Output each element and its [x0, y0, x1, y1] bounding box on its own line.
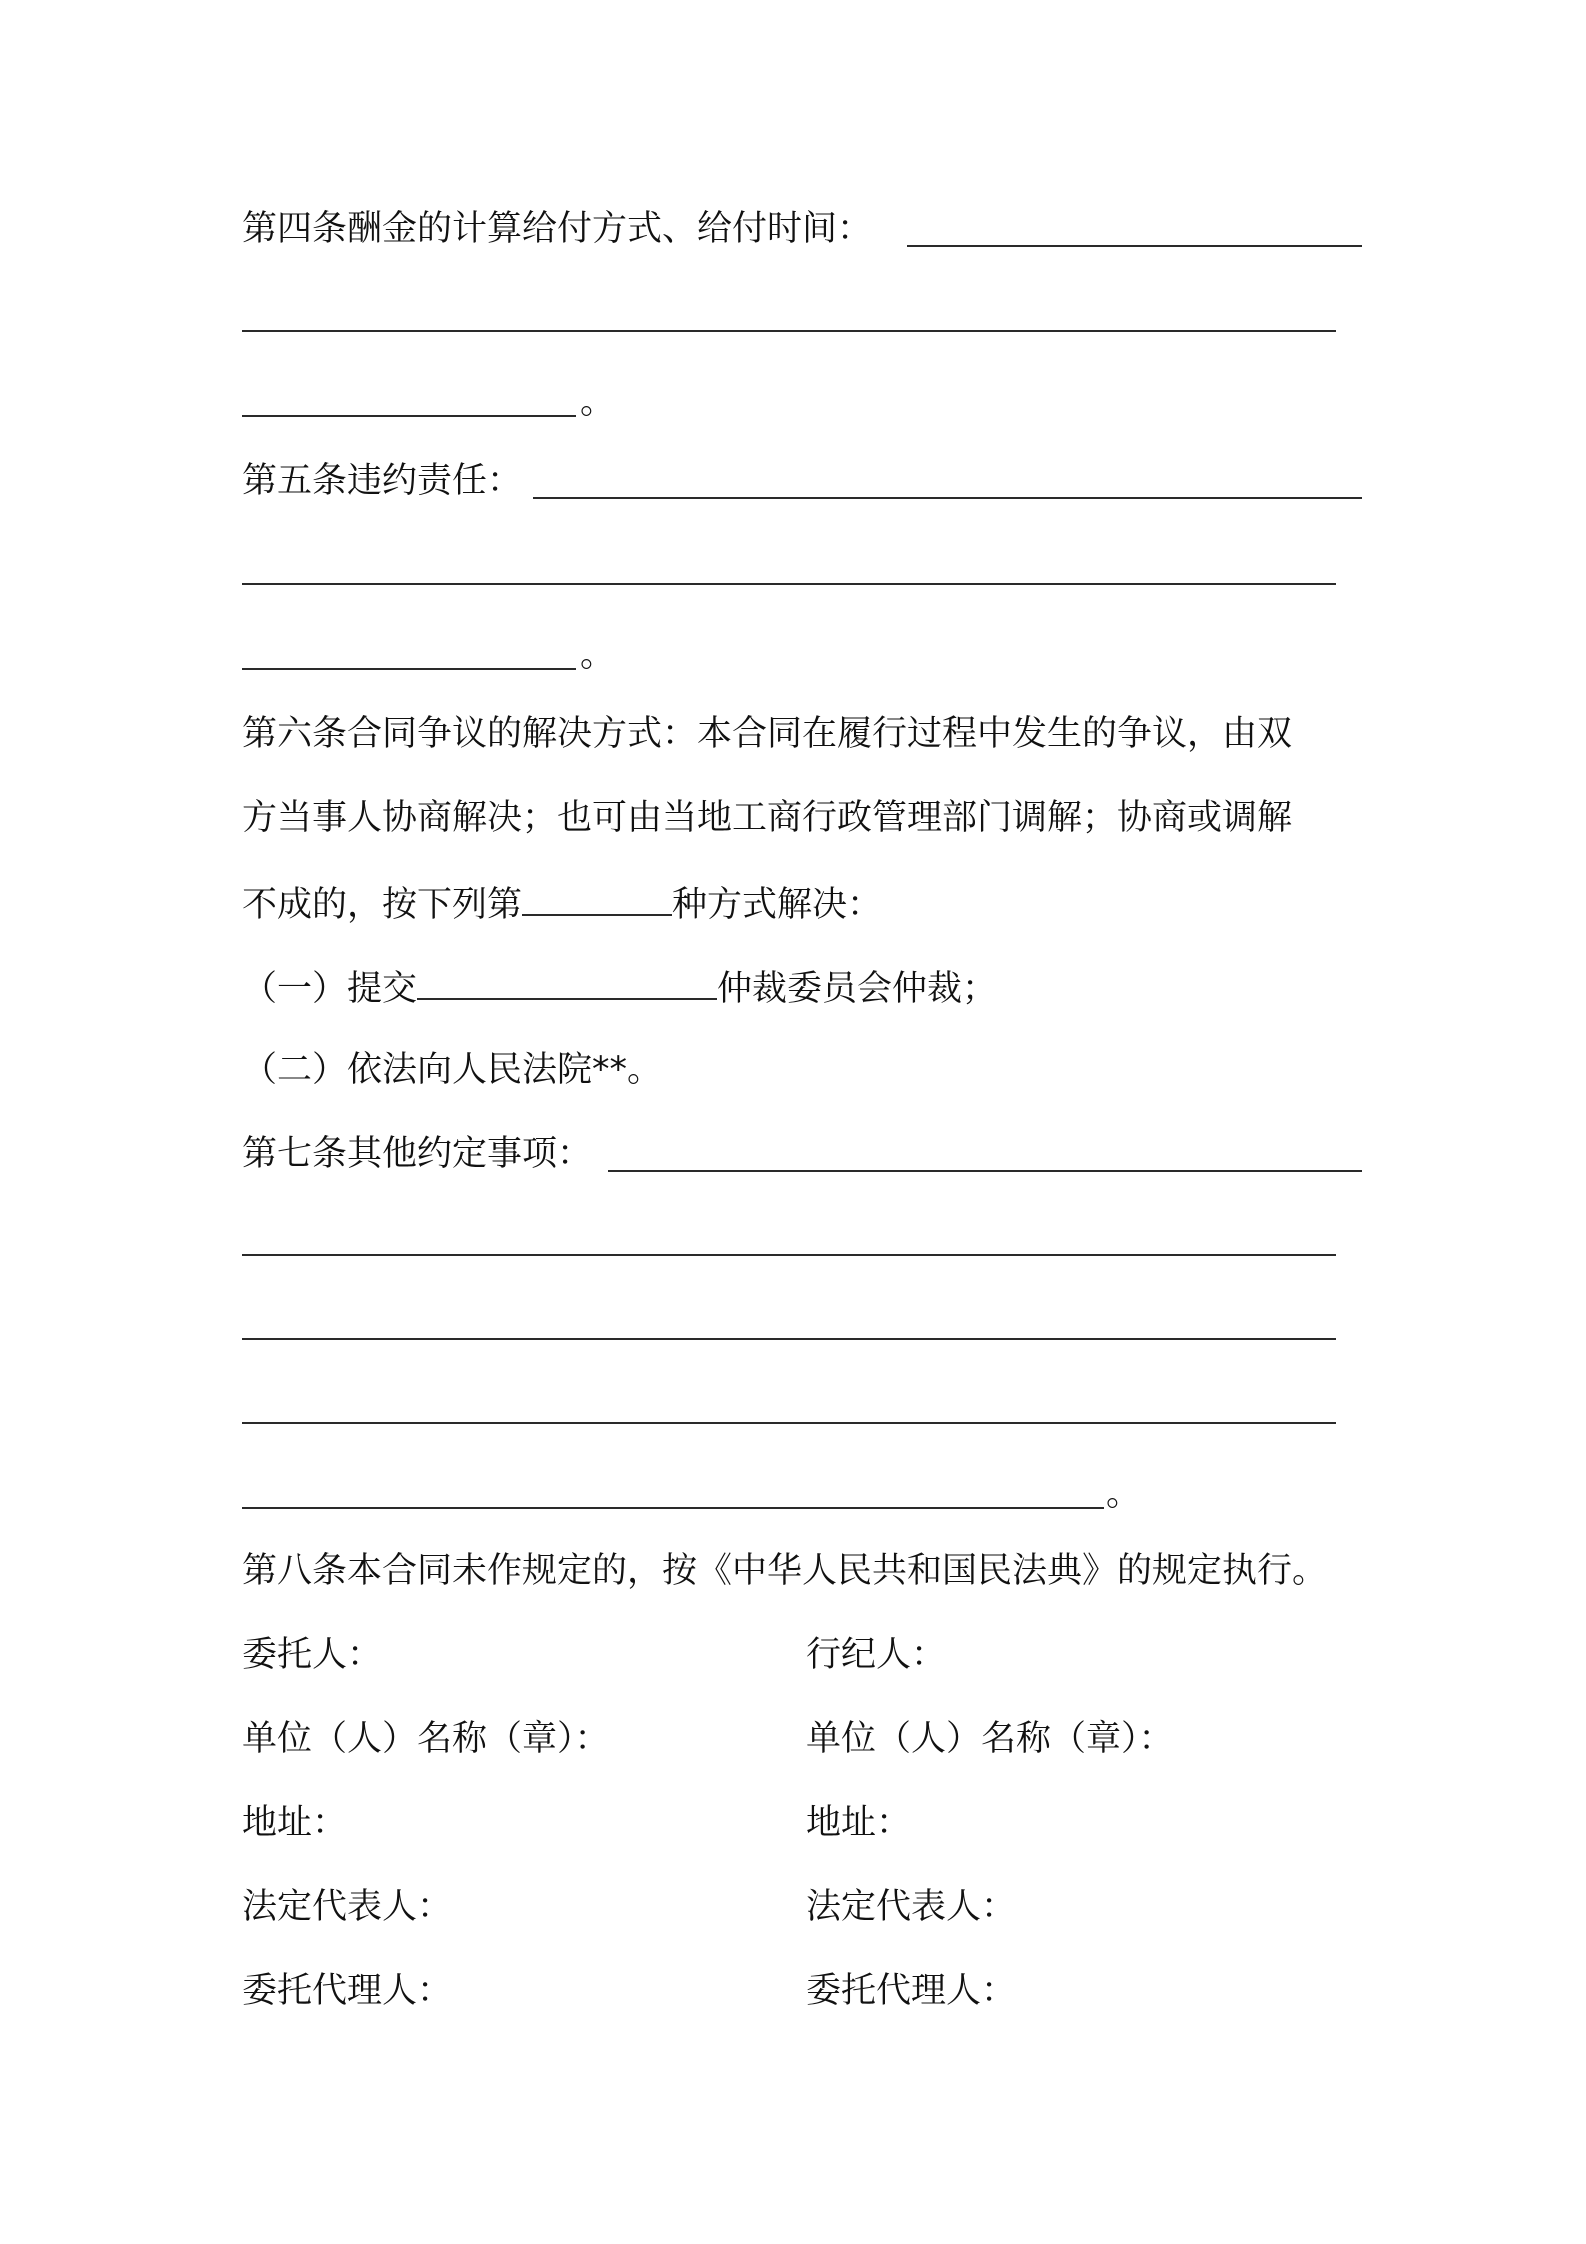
article-6-line-1: 第六条合同争议的解决方式：本合同在履行过程中发生的争议，由双	[242, 714, 1293, 754]
option-number-blank[interactable]	[522, 878, 672, 916]
principal-legal-rep-label: 法定代表人：	[242, 1887, 453, 1927]
article-5-label: 第五条违约责任：	[242, 461, 523, 501]
article-7-blank-5[interactable]	[242, 1507, 1104, 1509]
article-5-blank-2[interactable]	[242, 583, 1336, 585]
broker-legal-rep-label: 法定代表人：	[806, 1887, 1017, 1927]
article-7-end-mark: 。	[1106, 1474, 1142, 1514]
article-6-option-1	[242, 962, 997, 1010]
article-5-heading	[242, 457, 522, 505]
arbitration-committee-blank[interactable]	[417, 962, 717, 1000]
article-4-blank-3[interactable]	[242, 415, 576, 417]
principal-label: 委托人：	[242, 1635, 383, 1675]
article-4-label: 第四条酬金的计算给付方式、给付时间：	[242, 209, 873, 249]
principal-entity-name-label: 单位（人）名称（章）：	[242, 1719, 610, 1759]
broker-entity-name-label: 单位（人）名称（章）：	[806, 1719, 1174, 1759]
article-5-blank-1[interactable]	[533, 497, 1362, 499]
article-7-blank-4[interactable]	[242, 1422, 1336, 1424]
broker-address-label: 地址：	[806, 1803, 912, 1843]
option-1-end: 仲裁委员会仲裁；	[717, 969, 998, 1009]
article-4-end-mark: 。	[580, 382, 616, 422]
article-8-text: 第八条本合同未作规定的，按《中华人民共和国民法典》的规定执行。	[242, 1551, 1328, 1591]
broker-agent-label: 委托代理人：	[806, 1971, 1017, 2011]
option-1-start: （一）提交	[242, 969, 418, 1009]
article-6-line-3	[242, 878, 882, 926]
article-4-blank-1[interactable]	[907, 245, 1362, 247]
article-7-heading	[242, 1130, 592, 1178]
article-5-blank-3[interactable]	[242, 668, 576, 670]
broker-label: 行纪人：	[806, 1635, 947, 1675]
article-4-heading	[242, 205, 872, 253]
article-6-option-2: （二）依法向人民法院**。	[242, 1050, 663, 1090]
article-7-label: 第七条其他约定事项：	[242, 1134, 593, 1174]
article-7-blank-1[interactable]	[608, 1170, 1362, 1172]
article-7-blank-3[interactable]	[242, 1338, 1336, 1340]
article-7-blank-2[interactable]	[242, 1254, 1336, 1256]
principal-agent-label: 委托代理人：	[242, 1971, 453, 2011]
article-4-blank-2[interactable]	[242, 330, 1336, 332]
article-6-line-2: 方当事人协商解决；也可由当地工商行政管理部门调解；协商或调解	[242, 798, 1293, 838]
article-6-line-3-end: 种方式解决：	[672, 885, 883, 925]
article-6-line-3-start: 不成的，按下列第	[242, 885, 523, 925]
principal-address-label: 地址：	[242, 1803, 348, 1843]
article-5-end-mark: 。	[580, 635, 616, 675]
